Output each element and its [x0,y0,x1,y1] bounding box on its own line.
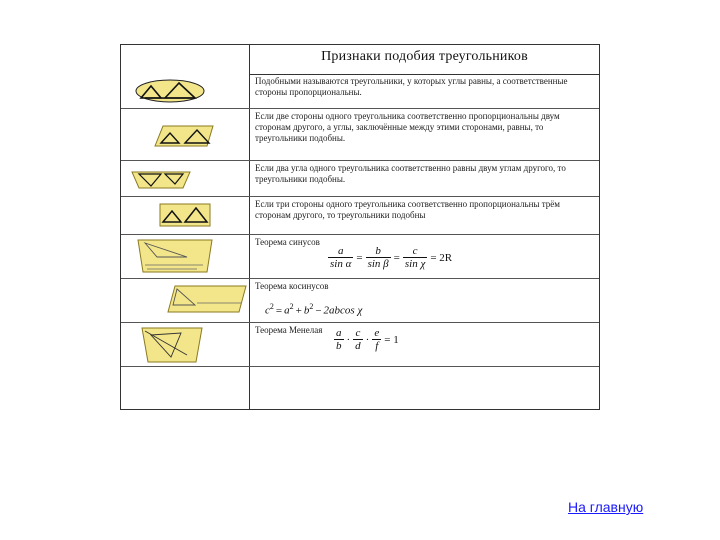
law-of-sines-formula: $\frac{a}{\text{sin α}}$ = $\frac{b}{\text{sin β}}$ = $\frac{c}{\text{sin χ}}$ = 2R [330,245,453,270]
cosines-b: b [303,304,310,317]
table-row-sines [121,235,599,279]
table-row-empty [121,367,599,409]
row-text: Если два угла одного треугольника соответственно равны двум углам другого, то треугольники подобны. [255,163,566,184]
thumbnail-cell [121,367,250,409]
menelaus-rhs: = 1 [384,333,399,346]
cosines-lhs: c [265,304,270,317]
table-row-sss [121,197,599,235]
row-text: Теорема косинусов [255,281,329,291]
menelaus-thumbnail [141,327,203,363]
thumbnail-cell [121,74,250,108]
row-text: Если три стороны одного треугольника соответственно пропорциональны трём сторонам другого, то треугольники подобны [255,199,560,220]
theory-table [120,44,600,410]
aa-thumbnail [131,171,191,189]
similar-triangles-thumbnail [135,79,205,103]
thumbnail-cell [121,197,250,234]
thumbnail-cell [121,109,250,160]
cosines-a: a [284,304,290,317]
sines-rhs: = 2R [430,251,453,264]
thumbnail-cell [121,161,250,196]
menelaus-e: e [374,327,380,339]
law-of-cosines-formula: $c^2 = a^2 + b^2 - 2abcos$ χ [265,302,363,318]
sines-numerator-a: a [328,245,353,258]
table-row-cosines [121,279,599,323]
menelaus-c: c [353,327,363,340]
thumbnail-cell [121,323,250,366]
menelaus-f: f [375,340,379,352]
cosines-rhs: 2abcos χ [323,304,363,317]
table-title: Признаки подобия треугольников [249,45,599,75]
table-row-sas [121,109,599,161]
table-row-aa [121,161,599,197]
sss-thumbnail [159,203,211,227]
menelaus-formula: $\frac{a}{b}$ · $\frac{c}{d}$ · $\frac{e}{f}$ = 1 [336,327,399,352]
row-text: Теорема синусов [255,237,320,247]
row-text: Если две стороны одного треугольника соответственно пропорциональны двум сторонам другого, а углы, заключённые между этими сторонами, равны, то треугольники подобны. [255,111,560,143]
sines-thumbnail [137,239,213,273]
sas-thumbnail [153,125,217,147]
sines-denominator-alpha: sin α [330,258,352,270]
menelaus-a: a [336,327,342,339]
cosines-thumbnail [167,285,247,313]
table-row-definition [121,74,599,109]
thumbnail-cell [121,279,250,322]
home-link[interactable]: На главную [568,499,644,515]
sines-denominator-gamma: sin χ [404,258,426,270]
thumbnail-cell [121,235,250,278]
sines-numerator-b: b [366,245,391,258]
row-text: Подобными называются треугольники, у которых углы равны, а соответственные стороны пропорциональны. [255,76,568,97]
table-row-menelaus [121,323,599,367]
sines-denominator-beta: sin β [367,258,389,270]
sines-numerator-c: c [403,245,427,258]
menelaus-d: d [355,340,361,352]
row-text: Теорема Менелая [255,325,323,335]
menelaus-b: b [336,340,342,352]
